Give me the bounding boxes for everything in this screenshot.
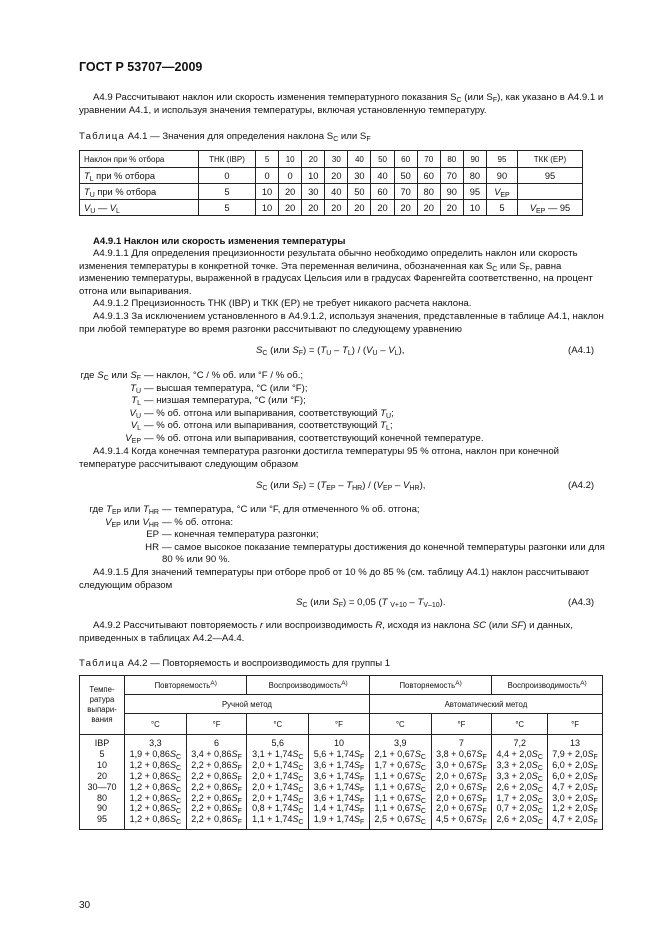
table2-group-header: Воспроизводимость$^{А)}$ [492,676,603,695]
table1-row [80,200,583,216]
table1-header-cell: 40 [348,151,371,168]
table1-row [80,184,583,200]
paragraph-a4-9-1-2: А4.9.1.2 Прецизионность ТНК (IBP) и ТКК (ЕР) не требует никакого расчета наклона. [93,298,472,309]
table2-value: $2,6 + 2,0S_C$ [496,814,543,827]
table2-value: 5,6 [271,738,285,748]
table1-cell: 30 [302,184,325,200]
paragraph-a4-9: А4.9 Рассчитывают наклон или скорость изменения температурного показания $S_C$ (или $S_F$), как указано в А4.9.1 и уравнении А4.1, и используя значения температуры, включая установленную температуру. [79,92,604,116]
table1-header-cell: 20 [302,151,325,168]
table2-value: $3,8 + 0,67S_F$ [436,748,487,761]
definition-term: где $T_{EP}$ или $T_{HR}$ [89,504,159,516]
table2-value: $2,0 + 1,74S_C$ [252,759,304,772]
definition-term: $V_L$ [130,420,141,433]
table1-row [80,168,583,184]
table2-value: $4,7 + 2,0S_F$ [552,814,598,827]
definition-text: — температура, °С или °F, для отмеченного % об. отгона; [162,504,420,515]
table1-cell: 20 [417,200,440,216]
table2-value: $3,1 + 1,74S_C$ [252,748,304,761]
table2-value: $2,2 + 0,86S_F$ [191,770,242,783]
definition-text: — конечная температура разгонки; [162,529,319,541]
table1-cell: 20 [371,200,394,216]
table2-value: $1,1 + 0,67S_C$ [374,770,426,783]
table1-cell: 70 [394,184,417,200]
table2-value: $1,2 + 0,86S_C$ [129,803,182,816]
table2-value-column [492,735,548,830]
table1-cell: 40 [325,184,348,200]
table2-value: $2,6 + 2,0S_C$ [496,781,543,794]
table1-cell: 20 [348,200,371,216]
equation-number-a4-3: (А4.3) [568,597,595,608]
table1-header-cell: 30 [325,151,348,168]
table2-value: $2,2 + 0,86S_F$ [191,781,242,794]
table2-value: 3,9 [393,738,407,748]
table1-header-cell: 60 [394,151,417,168]
equation-number-a4-2: (А4.2) [568,480,595,491]
table2-value: $2,0 + 1,74S_C$ [252,781,304,794]
definition-text: — наклон, °С / % об. или °F / % об.; [144,370,304,381]
table2-value: $1,2 + 2,0S_F$ [552,803,598,816]
table1-cell: 20 [279,184,302,200]
table1-cell: 50 [348,184,371,200]
table1-cell: 5 [199,184,256,200]
table2-caption: Таблица А4.2 — Повторяемость и воспроизводимость для группы 1 [79,658,391,669]
table1-cell: 20 [279,200,302,216]
table1-cell: 5 [486,200,517,216]
table2-value: $2,0 + 1,74S_C$ [252,792,304,805]
table2-value: $3,6 + 1,74S_F$ [313,792,365,805]
table2-value: $2,0 + 0,67S_F$ [436,770,487,783]
definition-row [79,517,604,530]
table2-value: $2,0 + 1,74S_C$ [252,770,304,783]
paragraph-a4-9-1-5: А4.9.1.5 Для значений температуры при отборе проб от 10 % до 85 % (см. таблицу А4.1) наклон рассчитывают следующим образом [79,567,590,591]
table1-cell: 80 [417,184,440,200]
table1-header-cell: 70 [417,151,440,168]
table2-value: $2,0 + 0,67S_F$ [436,781,487,794]
table2-value-column [369,735,431,830]
table2-value: $1,2 + 0,86S_C$ [129,781,182,794]
table-a4-1 [79,150,583,216]
table2-value: $7,9 + 2,0S_F$ [552,748,598,761]
table2-value: $2,2 + 0,86S_F$ [191,803,242,816]
definition-text: 80 % или 90 %. [162,554,231,566]
table2-group-header: Повторяемость$^{А)}$ [369,676,491,695]
table2-value: $1,9 + 1,74S_F$ [313,814,365,827]
table2-value: $5,6 + 1,74S_F$ [313,748,365,761]
table1-cell: 10 [256,200,279,216]
table2-value: 7,2 [513,738,526,748]
definition-term: EP [146,529,159,541]
table2-method-header: Автоматический метод [369,695,602,714]
table2-value: $3,0 + 2,0S_F$ [552,792,598,805]
table1-cell: $T_U$ при % отбора [80,184,199,200]
table1-header-cell: ТКК (ЕР) [518,151,583,168]
table2-value-column [548,735,603,830]
table2-unit-header: °С [492,714,548,735]
table2-value: $4,5 + 0,67S_F$ [436,814,487,827]
table2-value-column [186,735,247,830]
definition-row [79,433,604,446]
table2-value: $2,5 + 0,67S_C$ [374,814,426,827]
table-a4-2 [79,675,603,830]
table2-value: $1,2 + 0,86S_C$ [129,770,182,783]
definition-row [79,542,604,555]
table1-header-cell: Наклон при % отбора [80,151,199,168]
table2-group-header: Воспроизводимость$^{А)}$ [247,676,369,695]
table1-cell: 80 [463,168,486,184]
temperature-label: 80 [96,792,107,803]
temperature-label: 10 [96,759,107,770]
temperature-label: 90 [96,803,107,814]
table2-value: $3,6 + 1,74S_F$ [313,770,365,783]
definition-term: $V_{EP}$ [125,432,141,445]
definition-term: где $S_C$ или $S_F$ [80,370,141,382]
temperature-label: 20 [96,770,107,781]
definition-text: — % об. отгона или выпаривания, соответствующий $T_U$; [144,407,394,420]
table2-group-header-row [80,676,603,695]
table2-value: $1,1 + 0,67S_C$ [374,792,426,805]
table2-unit-header-row [80,714,603,735]
definition-term: $V_{EP}$ или $V_{HR}$ [105,516,159,529]
table2-value: $2,0 + 0,67S_F$ [436,803,487,816]
table2-value: 10 [333,738,344,748]
table2-unit-header: °С [369,714,431,735]
table2-unit-header: °F [309,714,370,735]
table2-temperature-column [80,735,125,830]
table1-cell: 10 [463,200,486,216]
table2-group-header: Повторяемость$^{А)}$ [125,676,247,695]
definition-term: $T_L$ [131,395,141,408]
page-number: 30 [79,900,91,911]
table2-value-column [247,735,309,830]
definitions-list-1 [79,370,604,446]
page-header: ГОСТ Р 53707—2009 [79,60,203,74]
table1-cell: 20 [325,168,348,184]
temperature-label: 30—70 [87,781,117,792]
definitions-list-2 [79,504,604,567]
definition-row [79,395,604,408]
table1-cell: 90 [486,168,517,184]
table2-unit-header: °F [548,714,603,735]
table1-cell: 0 [199,168,256,184]
table1-cell: 40 [371,168,394,184]
definition-row [79,408,604,421]
definition-term: $V_U$ [129,407,141,420]
table2-value: $4,4 + 2,0S_C$ [496,748,543,761]
table2-value: $1,1 + 0,67S_C$ [374,803,426,816]
table2-unit-header: °С [247,714,309,735]
equation-a4-1: $S_C$ (или $S_F) = (T_U - T_L) / (V_U - V_L)$, [256,345,405,357]
table2-value: $2,1 + 0,67S_C$ [374,748,426,761]
table2-unit-header: °С [125,714,187,735]
paragraph-a4-9-2: А4.9.2 Рассчитывают повторяемость r или воспроизводимость R, исходя из наклона SC (или SF) и данных, приведенных в таблицах А4.2—А4.4. [79,620,573,644]
definition-row [79,370,604,383]
table1-cell: 0 [279,168,302,184]
definition-text: — % об. отгона: [162,516,234,528]
paragraph-a4-9-1-3: А4.9.1.3 За исключением установленного в А4.9.1.2, используя значения, представленные в таблице А4.1, наклон при любой температуре во время разгонки рассчитывают по следующему уравнению [79,311,604,335]
table1-cell: 20 [440,200,463,216]
table2-value: $0,7 + 2,0S_C$ [496,803,543,816]
table2-value: $3,0 + 0,67S_F$ [436,759,487,772]
table1-cell: $V_U$ — $V_L$ [80,200,199,216]
table1-cell: 20 [394,200,417,216]
table1-cell: 20 [302,200,325,216]
table2-stub-header: Темпе- ратура выпари- вания [80,676,125,735]
table1-cell: 90 [440,184,463,200]
table2-method-header: Ручной метод [125,695,370,714]
table1-cell: 10 [256,184,279,200]
table1-cell: $V_{EP}$ — 95 [518,200,583,216]
table2-value: $6,0 + 2,0S_F$ [552,770,598,783]
table2-method-header-row [80,695,603,714]
definition-text: — низшая температура, °С (или °F); [144,395,306,407]
table1-header-cell: 50 [371,151,394,168]
table1-header-cell: 10 [279,151,302,168]
table1-cell: 95 [518,168,583,184]
table2-value-column [431,735,492,830]
temperature-label: 5 [99,748,105,759]
definition-row [79,383,604,396]
definition-text: — % об. отгона или выпаривания, соответствующий конечной температуре. [144,432,484,444]
table1-cell: $V_{EP}$ [486,184,517,200]
definition-row [79,554,604,567]
equation-a4-3: $S_C$ (или $S_F) = 0,05$ (T $_{V+10} - T_{V-10}$). [296,597,446,609]
definition-row [79,420,604,433]
table1-cell: 10 [302,168,325,184]
table2-value: $3,4 + 0,86S_F$ [191,748,242,761]
table1-header-row [80,151,583,168]
table1-cell: $T_L$ при % отбора [80,168,199,184]
table2-value: $3,3 + 2,0S_C$ [496,759,543,772]
table2-value: 3,3 [149,738,162,748]
table1-header-cell: 5 [256,151,279,168]
definition-row [79,529,604,542]
table1-header-cell: 80 [440,151,463,168]
table2-value: $1,4 + 1,74S_F$ [313,803,365,816]
table2-value: $2,2 + 0,86S_F$ [191,814,242,827]
table2-value: $1,7 + 2,0S_C$ [496,792,543,805]
table2-value: $3,6 + 1,74S_F$ [313,759,365,772]
table2-value: $1,9 + 0,86S_C$ [129,748,182,761]
table2-value: 13 [570,738,581,748]
equation-a4-2: $S_C$ (или $S_F) = (T_{EP} - T_{HR}) / (V_{EP} - V_{HR})$, [256,480,426,492]
table2-data-row [80,735,603,830]
table2-value: $1,2 + 0,86S_C$ [129,814,182,827]
table1-cell: 20 [325,200,348,216]
table2-value: $1,2 + 0,86S_C$ [129,792,182,805]
table1-cell: 95 [463,184,486,200]
table2-value: $4,7 + 2,0S_F$ [552,781,598,794]
table2-value: $0,8 + 1,74S_C$ [252,803,304,816]
table2-value: $1,1 + 0,67S_C$ [374,781,426,794]
equation-number-a4-1: (А4.1) [568,345,595,356]
table2-value: $1,1 + 1,74S_C$ [252,814,304,827]
table2-value: $2,0 + 0,67S_F$ [436,792,487,805]
table1-header-cell: 95 [486,151,517,168]
table1-header-cell: 90 [463,151,486,168]
temperature-label: 95 [96,814,107,825]
table1-cell: 60 [417,168,440,184]
table2-value: $2,2 + 0,86S_F$ [191,759,242,772]
paragraph-a4-9-1-4: А4.9.1.4 Когда конечная температура разгонки достигла температуры 95 % отгона, наклон при конечной температуре рассчитывают следующим образом [79,446,560,470]
table1-cell: 30 [348,168,371,184]
table2-value-column [125,735,187,830]
definition-term: $T_U$ [130,382,141,395]
table2-value: $1,2 + 0,86S_C$ [129,759,182,772]
table1-cell: 70 [440,168,463,184]
table2-unit-header: °F [431,714,492,735]
definition-text: — % об. отгона или выпаривания, соответствующий $T_L$; [144,420,393,433]
definition-text: — высшая температура, °С (или °F); [144,382,308,394]
table1-cell [518,184,583,200]
table2-value: $2,2 + 0,86S_F$ [191,792,242,805]
table1-cell: 5 [199,200,256,216]
section-title-a4-9-1: А4.9.1 Наклон или скорость изменения температуры [93,236,346,247]
definition-row [79,504,604,517]
temperature-label: IBP [94,738,110,748]
table2-value: $1,7 + 0,67S_C$ [374,759,426,772]
table1-cell: 60 [371,184,394,200]
table1-cell: 0 [256,168,279,184]
table2-value: $6,0 + 2,0S_F$ [552,759,598,772]
table2-value: 7 [458,738,464,748]
table1-header-cell: ТНК (IBP) [199,151,256,168]
table2-value: 6 [214,738,220,748]
definition-term: HR [145,541,159,553]
table2-unit-header: °F [186,714,247,735]
table2-value: $3,3 + 2,0S_C$ [496,770,543,783]
definition-text: — самое высокое показание температуры достижения до конечной температуры разгонки или для [162,541,605,553]
table2-value: $3,6 + 1,74S_F$ [313,781,365,794]
table2-value-column [309,735,370,830]
paragraph-a4-9-1-1: А4.9.1.1 Для определения прецизионности результата обычно необходимо определить наклон или скорость изменения температуры в конкретной точке. Эта переменная величина, обозначенная как $S_C$ или $S_F$, равна изменению температуры, выраженной в градусах Цельсия или в градусах Фаренгейта соответственно, на процент отгона или выпаривания. [79,248,593,297]
table1-cell: 50 [394,168,417,184]
table1-caption: Таблица А4.1 — Значения для определения наклона $S_C$ или $S_F$ [79,131,371,143]
